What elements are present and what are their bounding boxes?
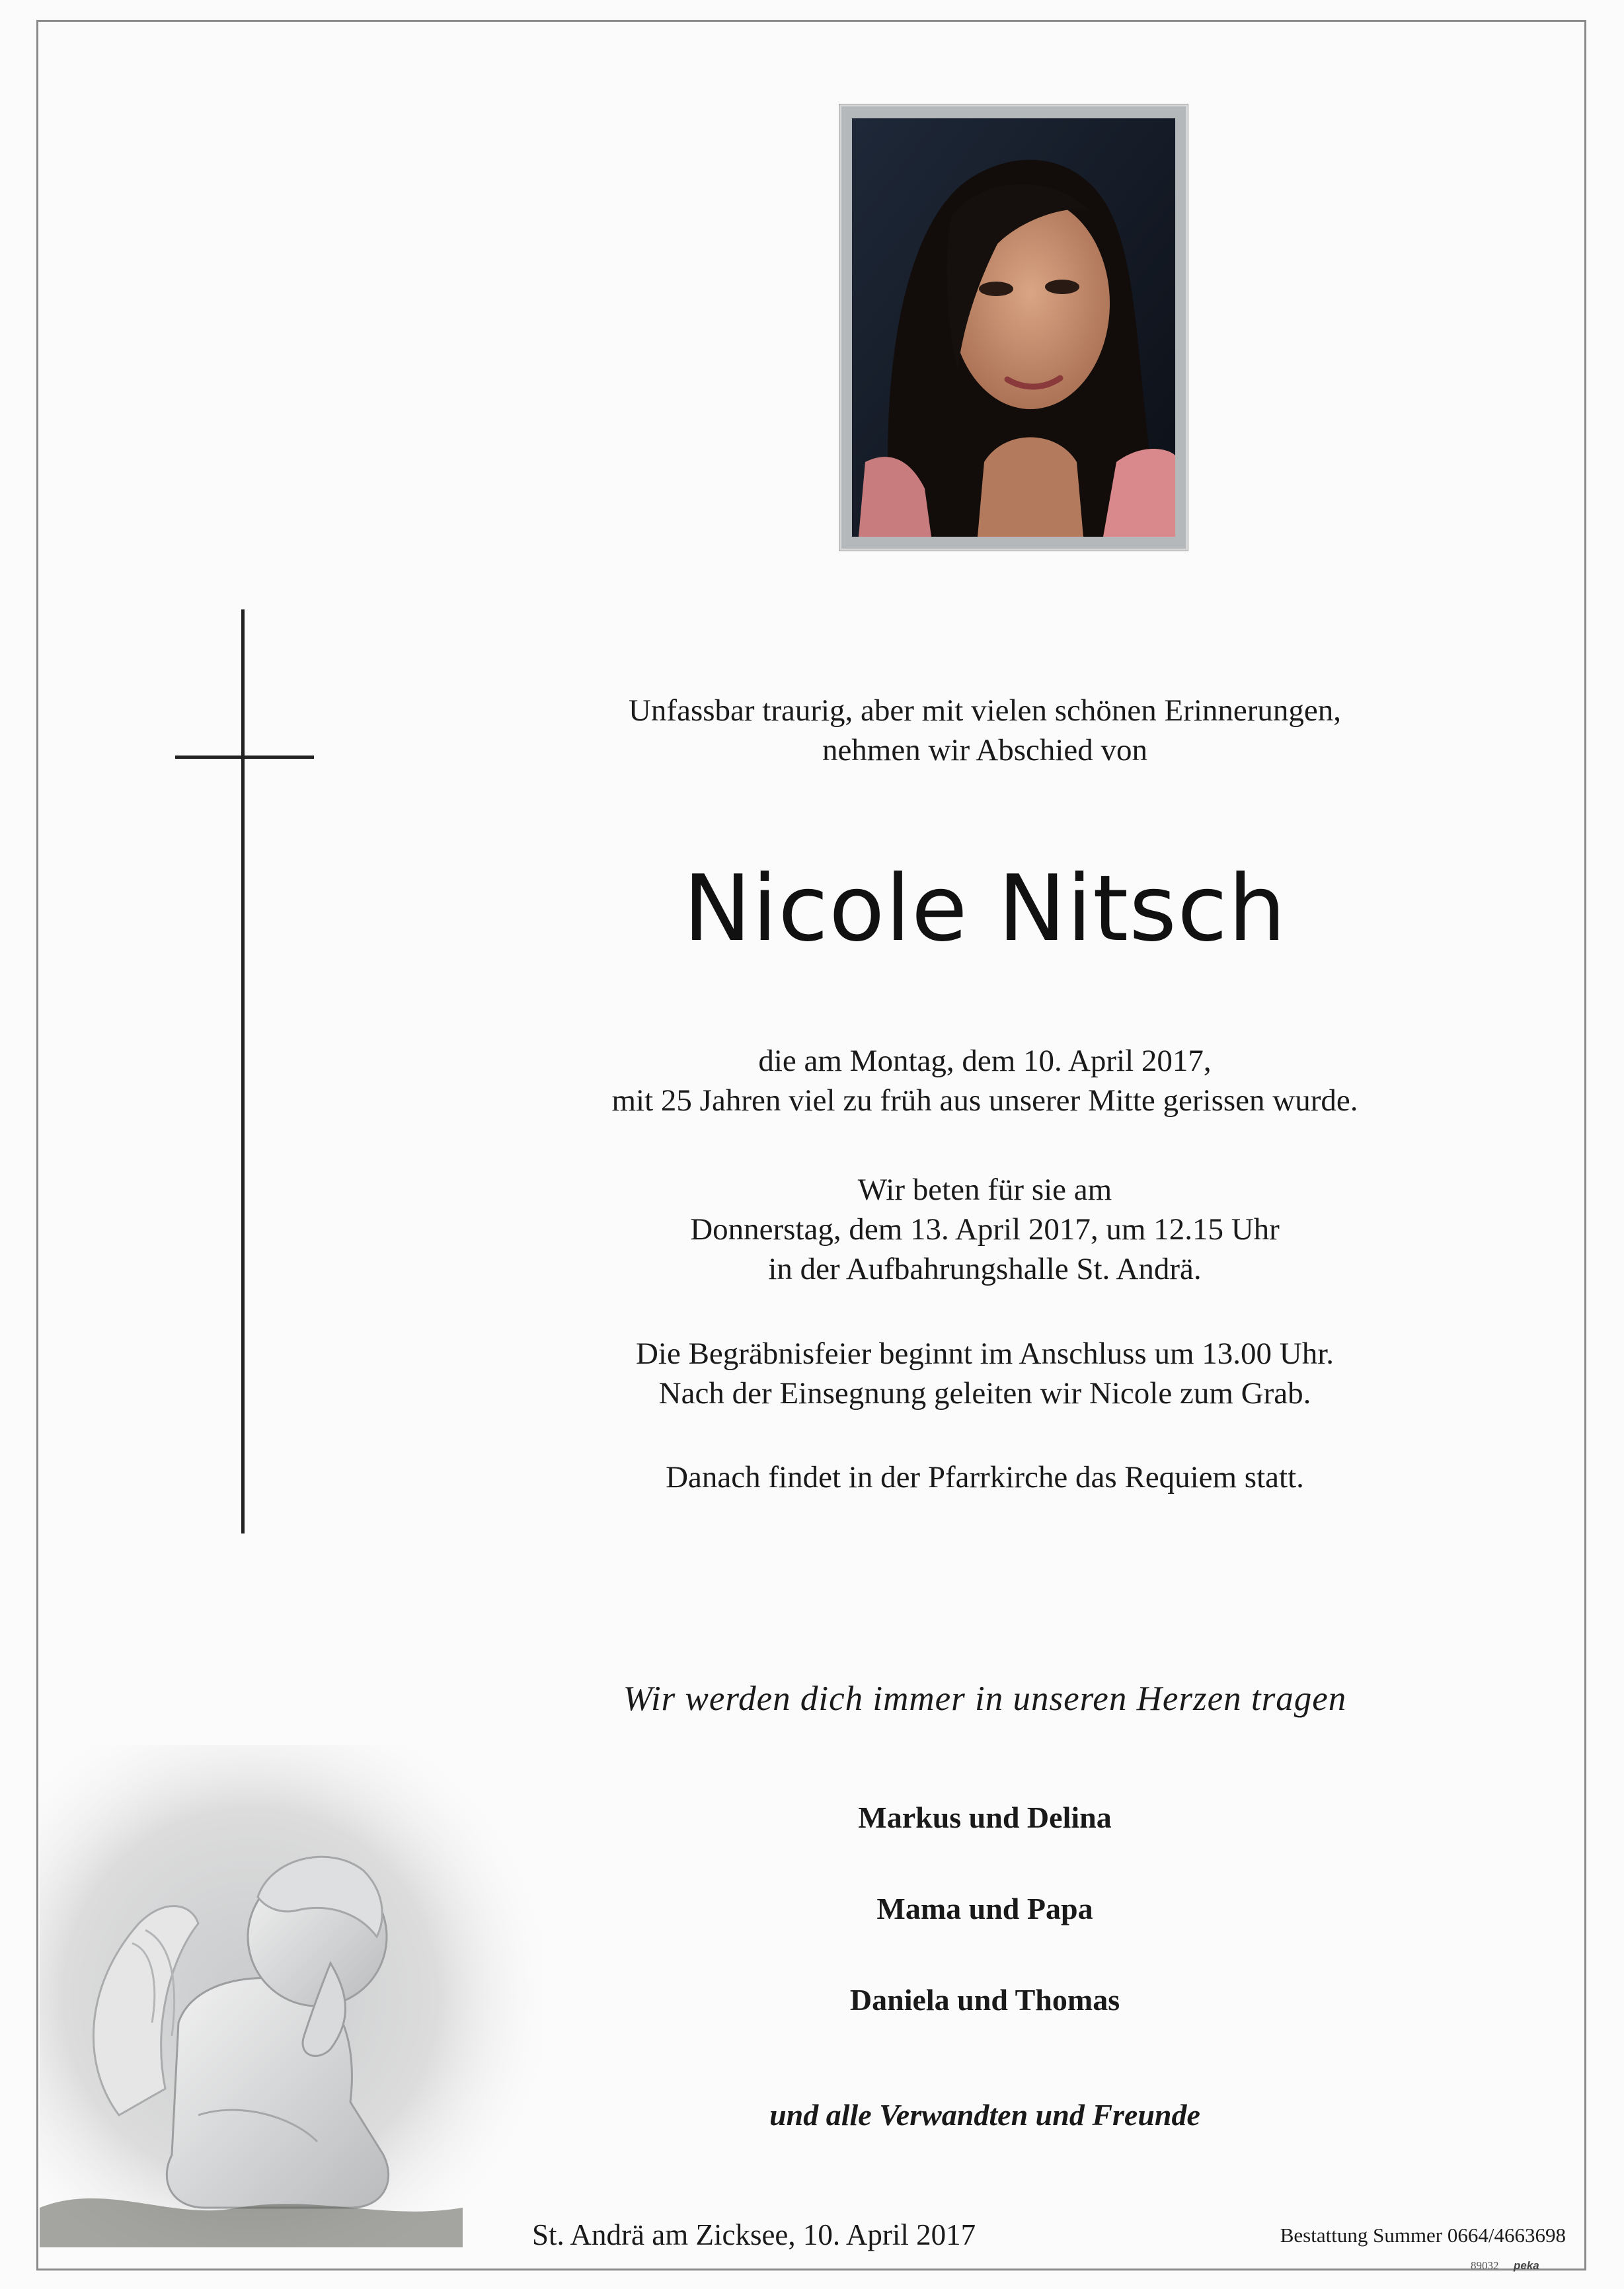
death-notice bbox=[502, 1041, 1467, 1120]
place-and-date: St. Andrä am Zicksee, 10. April 2017 bbox=[532, 2218, 976, 2251]
portrait-photo bbox=[852, 118, 1175, 537]
angel-statue bbox=[40, 1745, 542, 2247]
portrait-frame bbox=[839, 104, 1188, 551]
prayer-line-1: Wir beten für sie am bbox=[857, 1173, 1112, 1207]
death-notice-line-1: die am Montag, dem 10. April 2017, bbox=[758, 1044, 1212, 1078]
mourner-2: Mama und Papa bbox=[876, 1892, 1093, 1925]
prayer-line-2: Donnerstag, dem 13. April 2017, um 12.15 Uhr bbox=[690, 1212, 1280, 1247]
closing-line: und alle Verwandten und Freunde bbox=[769, 2098, 1200, 2132]
mourner-1: Markus und Delina bbox=[858, 1801, 1112, 1834]
undertaker-contact: Bestattung Summer 0664/4663698 bbox=[1280, 2224, 1566, 2247]
memorial-motto: Wir werden dich immer in unseren Herzen tragen bbox=[623, 1680, 1347, 1718]
intro-line-1: Unfassbar traurig, aber mit vielen schönen Erinnerungen, bbox=[628, 693, 1342, 728]
cross-horizontal-bar bbox=[175, 756, 314, 759]
funeral-line-1: Die Begräbnisfeier beginnt im Anschluss um 13.00 Uhr. bbox=[635, 1337, 1334, 1371]
death-notice-line-2: mit 25 Jahren viel zu früh aus unserer Mitte gerissen wurde. bbox=[611, 1083, 1358, 1118]
intro-text bbox=[502, 691, 1467, 770]
intro-line-2: nehmen wir Abschied von bbox=[822, 733, 1148, 767]
prayer-line-3: in der Aufbahrungshalle St. Andrä. bbox=[768, 1252, 1202, 1286]
mourner-3: Daniela und Thomas bbox=[849, 1983, 1120, 2017]
cross-vertical-bar bbox=[241, 609, 245, 1533]
print-code: 89032 bbox=[1471, 2259, 1499, 2272]
requiem-notice: Danach findet in der Pfarrkirche das Requiem statt. bbox=[666, 1460, 1304, 1494]
funeral-line-2: Nach der Einsegnung geleiten wir Nicole zum Grab. bbox=[658, 1376, 1311, 1411]
funeral-notice bbox=[502, 1334, 1467, 1413]
deceased-name: Nicole Nitsch bbox=[683, 855, 1287, 962]
prayer-notice bbox=[502, 1170, 1467, 1289]
print-brand-logo: peka bbox=[1514, 2259, 1539, 2272]
